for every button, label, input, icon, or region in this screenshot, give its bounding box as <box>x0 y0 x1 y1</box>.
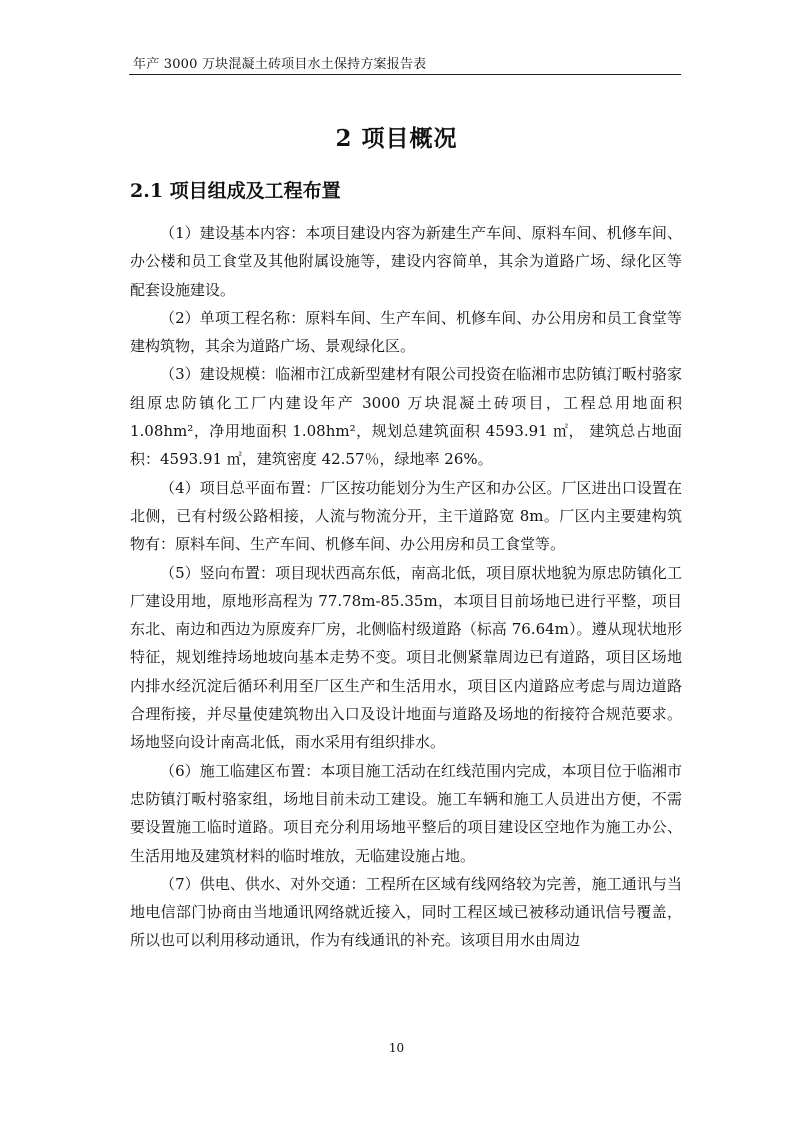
paragraph-vertical-layout: （5）竖向布置：项目现状西高东低，南高北低，项目原状地貌为原忠防镇化工厂建设用地，原地形高程为 77.78m-85.35m，本项目目前场地已进行平整，项目东北、南边和西边为原废弃厂房，北侧临村级道路（标高 76.64m）。遵从现状地形特征，规划维持场地坡向基本走势不变。项目北侧紧靠周边已有道路，项目区场地内排水经沉淀后循环利用至厂区生产和生活用水，项目区内道路应考虑与周边道路合理衔接，并尽量使建筑物出入口及设计地面与道路及场地的衔接符合规范要求。场地竖向设计南高北低，雨水采用有组织排水。 <box>130 563 682 752</box>
paragraph-single-projects: （2）单项工程名称：原料车间、生产车间、机修车间、办公用房和员工食堂等建构筑物，其余为道路广场、景观绿化区。 <box>130 308 682 356</box>
chapter-title: 2 项目概况 <box>335 125 458 152</box>
paragraph-construction-scale: （3）建设规模：临湘市江成新型建材有限公司投资在临湘市忠防镇汀畈村骆家组原忠防镇化工厂内建设年产 3000 万块混凝土砖项目，工程总用地面积 1.08hm²，净用地面积 1.08hm²，规划总建筑面积 4593.91 ㎡， 建筑总占地面积：4593.91 ㎡，建筑密度 42.57％，绿地率 26%。 <box>130 365 682 469</box>
page-number: 10 <box>388 1041 405 1055</box>
running-header: 年产 3000 万块混凝土砖项目水土保持方案报告表 <box>133 57 427 72</box>
paragraph-temporary-construction: （6）施工临建区布置：本项目施工活动在红线范围内完成，本项目位于临湘市忠防镇汀畈村骆家组，场地目前未动工建设。施工车辆和施工人员进出方便，不需要设置施工临时道路。项目充分利用场地平整后的项目建设区空地作为施工办公、生活用地及建筑材料的临时堆放，无临建设施占地。 <box>130 761 682 865</box>
header-divider <box>129 74 681 75</box>
paragraph-site-layout: （4）项目总平面布置：厂区按功能划分为生产区和办公区。厂区进出口设置在北侧，已有村级公路相接，人流与物流分开，主干道路宽 8m。厂区内主要建构筑物有：原料车间、生产车间、机修车间、办公用房和员工食堂等。 <box>130 478 682 554</box>
section-heading: 2.1 项目组成及工程布置 <box>130 180 341 202</box>
paragraph-construction-content: （1）建设基本内容：本项目建设内容为新建生产车间、原料车间、机修车间、办公楼和员工食堂及其他附属设施等，建设内容简单，其余为道路广场、绿化区等配套设施建设。 <box>130 224 682 299</box>
body-text <box>130 219 682 955</box>
paragraph-utilities-transport: （7）供电、供水、对外交通：工程所在区域有线网络较为完善，施工通讯与当地电信部门协商由当地通讯网络就近接入，同时工程区域已被移动通讯信号覆盖，所以也可以利用移动通讯，作为有线通讯的补充。该项目用水由周边 <box>130 874 682 950</box>
